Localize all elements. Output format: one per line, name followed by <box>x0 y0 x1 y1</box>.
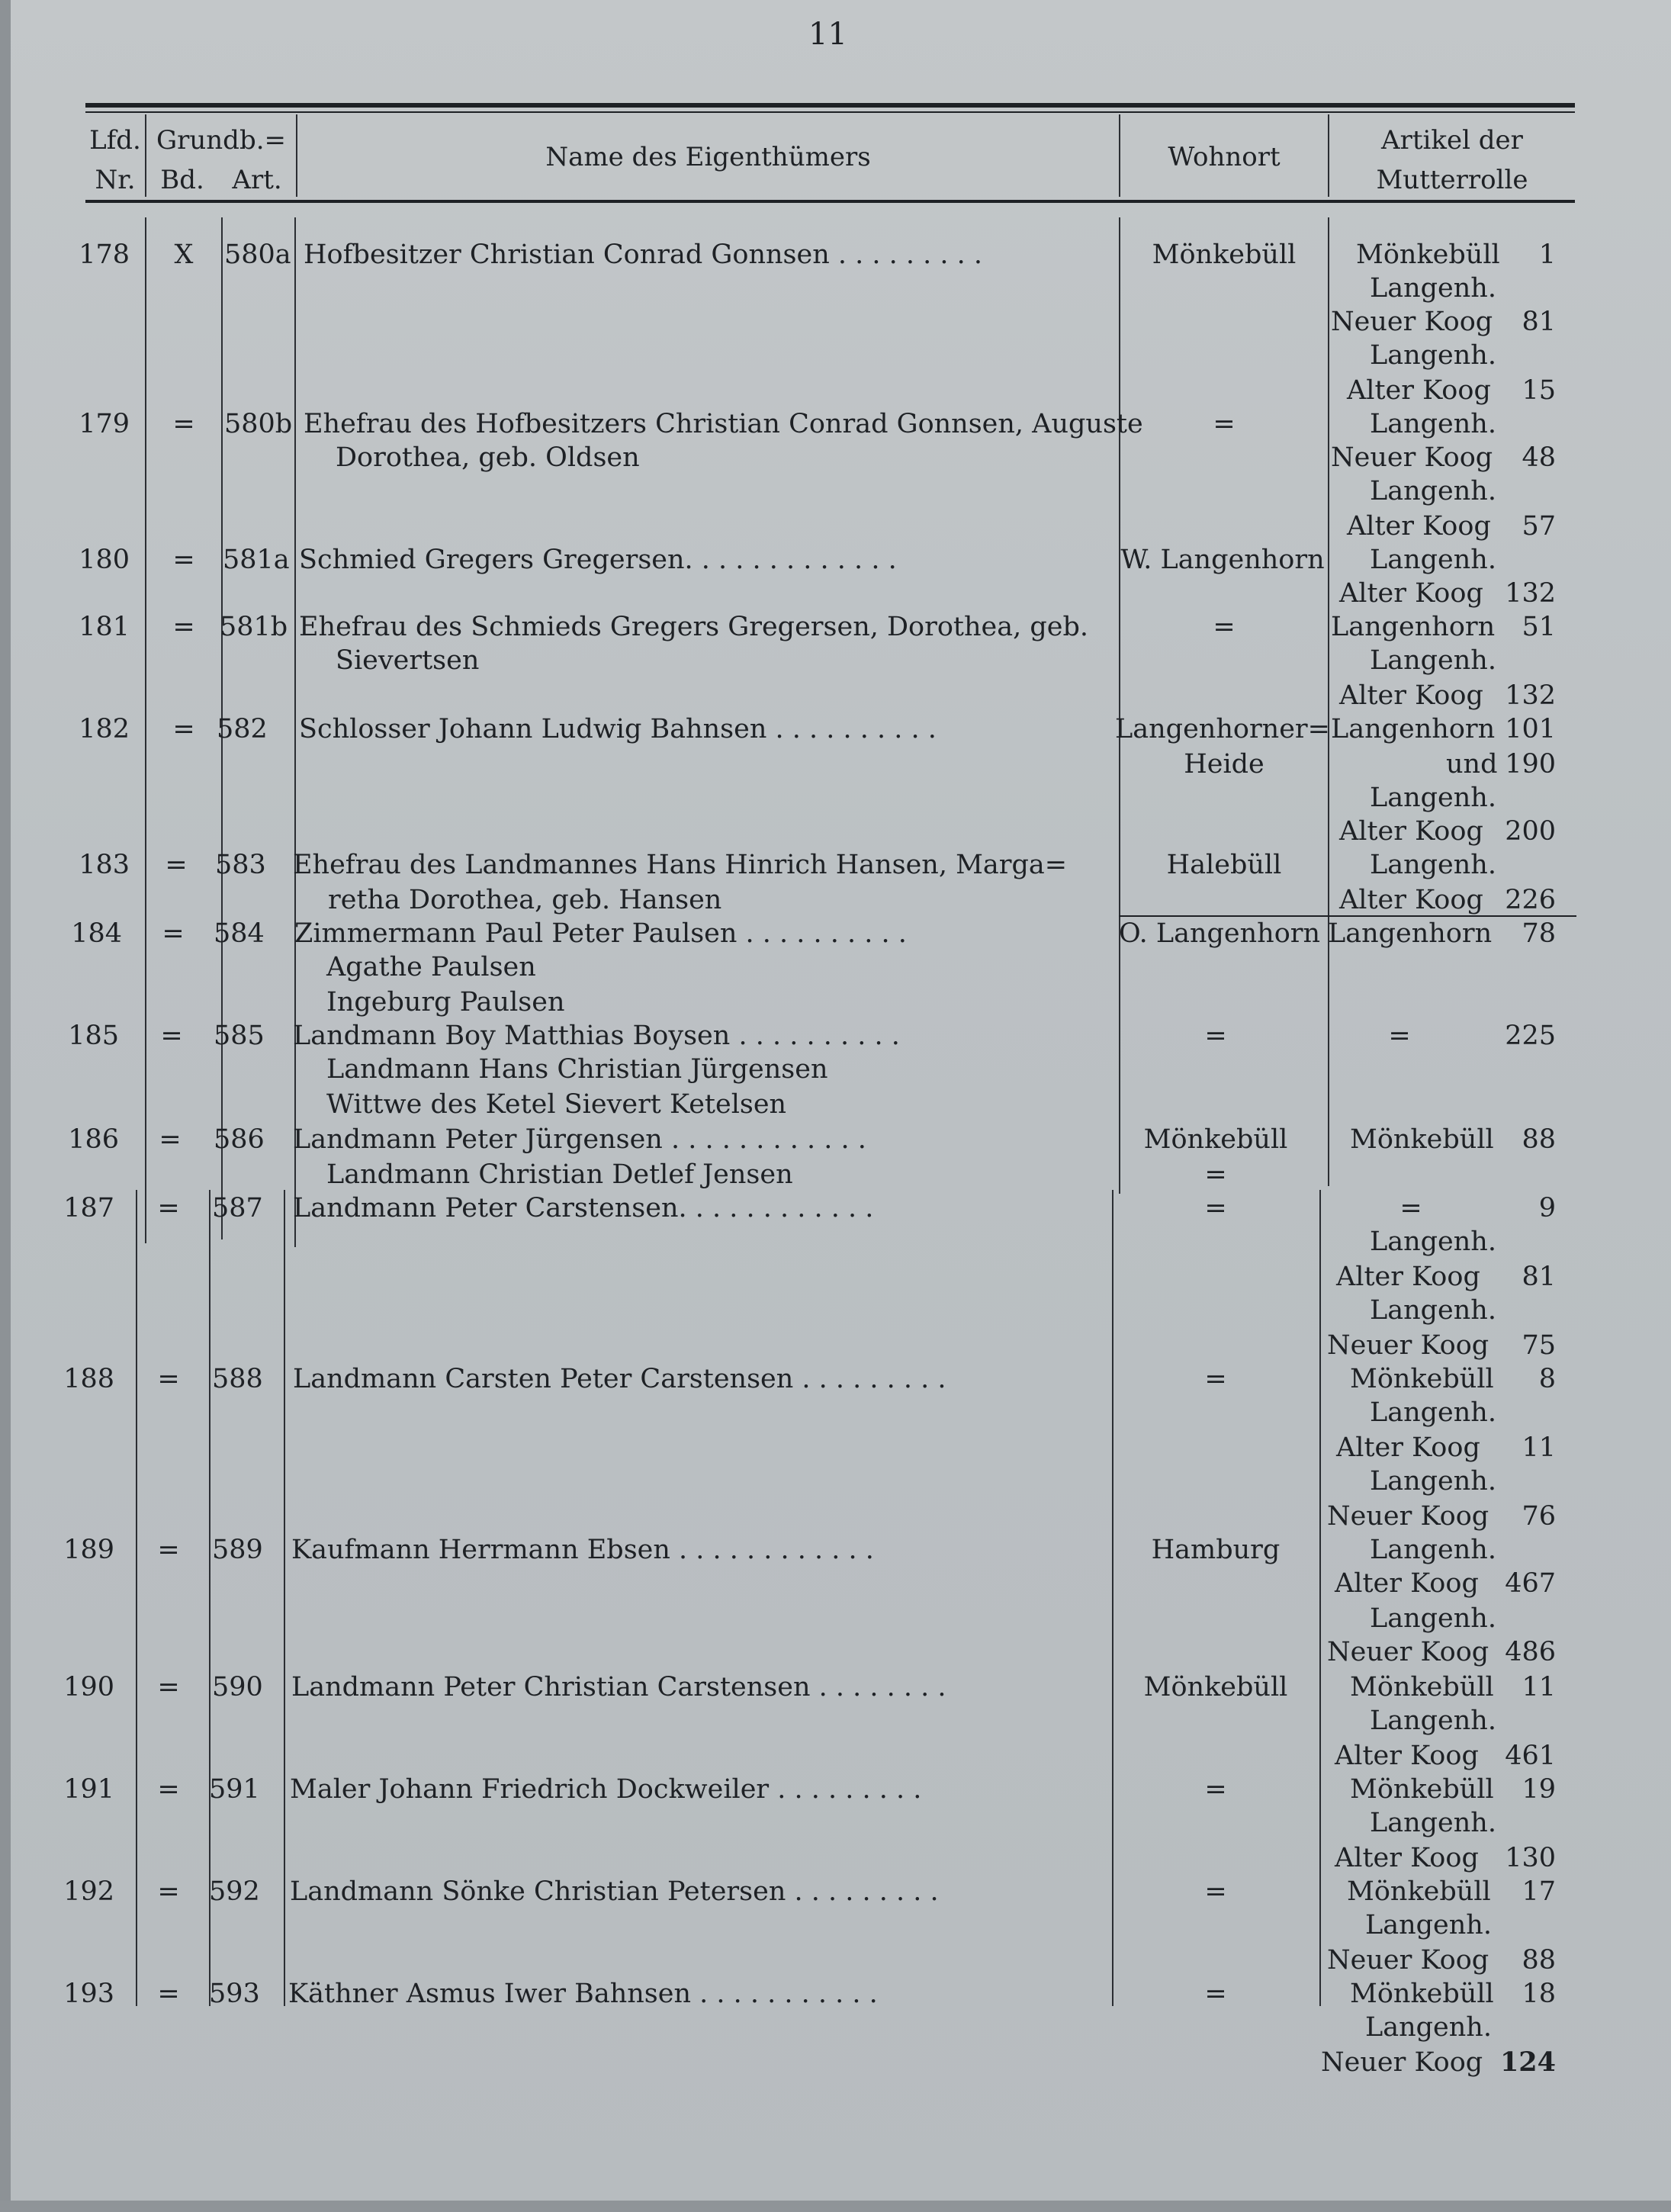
column-divider-lfd <box>145 217 146 1243</box>
artikel-number: 88 <box>1522 1945 1556 1976</box>
artikel-number: 226 <box>1505 885 1556 915</box>
entry-wohnort: Halebüll <box>1166 850 1282 880</box>
entry-number: 187 <box>63 1193 114 1223</box>
artikel-number: 78 <box>1522 918 1556 949</box>
artikel-place: Langenh. <box>1370 783 1496 813</box>
column-divider-wohnort-lower <box>1319 1190 1321 2006</box>
artikel-number: 17 <box>1522 1876 1556 1907</box>
artikel-place: Neuer Koog <box>1327 1637 1489 1667</box>
artikel-place: Langenh. <box>1370 1535 1496 1565</box>
header-name: Name des Eigenthümers <box>545 142 871 172</box>
artikel-number: 88 <box>1522 1124 1556 1155</box>
artikel-number: 11 <box>1522 1672 1556 1702</box>
artikel-place: Langenh. <box>1370 409 1496 439</box>
entry-number: 193 <box>63 1979 114 2009</box>
header-wohnort: Wohnort <box>1168 142 1281 172</box>
artikel-place: Neuer Koog <box>1327 1330 1489 1361</box>
entry-number: 185 <box>68 1021 119 1051</box>
entry-name: Ehefrau des Hofbesitzers Christian Conrad Gonnsen, Auguste <box>304 409 1143 439</box>
artikel-number: 57 <box>1522 511 1556 542</box>
entry-name: Käthner Asmus Iwer Bahnsen . . . . . . . . . . . <box>288 1979 878 2009</box>
artikel-place: Langenh. <box>1370 645 1496 676</box>
top-rule-thin <box>85 111 1575 113</box>
artikel-place: Mönkebüll <box>1347 1876 1491 1907</box>
artikel-place: Alter Koog <box>1339 885 1483 915</box>
entry-bd: = <box>157 1672 180 1702</box>
artikel-place: Langenhorn <box>1328 918 1493 949</box>
artikel-number: 76 <box>1522 1501 1556 1532</box>
entry-art: 588 <box>212 1364 263 1394</box>
entry-wohnort: = <box>1204 1979 1227 2009</box>
entry-number: 180 <box>79 545 130 575</box>
artikel-number: 75 <box>1522 1330 1556 1361</box>
artikel-place: Langenh. <box>1370 1466 1496 1497</box>
entry-name: Ehefrau des Schmieds Gregers Gregersen, Dorothea, geb. <box>299 612 1089 642</box>
artikel-number: 200 <box>1505 816 1556 847</box>
artikel-number: 132 <box>1505 578 1556 609</box>
entry-wohnort: Mönkebüll <box>1152 240 1297 270</box>
entry-art: 589 <box>212 1535 263 1565</box>
entry-art: 581a <box>223 545 290 575</box>
entry-wohnort: = <box>1204 1021 1227 1051</box>
entry-name-continuation: Wittwe des Ketel Sievert Ketelsen <box>326 1089 787 1120</box>
artikel-place: Langenh. <box>1370 1397 1496 1428</box>
entry-wohnort: = <box>1204 1364 1227 1394</box>
entry-bd: = <box>160 1021 183 1051</box>
header-lfd-line2: Nr. <box>95 165 136 195</box>
artikel-number: 11 <box>1522 1432 1556 1463</box>
artikel-number: 130 <box>1505 1843 1556 1873</box>
entry-bd: = <box>157 1535 180 1565</box>
artikel-place: Langenh. <box>1370 273 1496 304</box>
page-edge-bottom <box>0 2201 1671 2212</box>
top-rule-thick <box>85 103 1575 108</box>
artikel-place: Langenh. <box>1370 1295 1496 1326</box>
entry-name: Schlosser Johann Ludwig Bahnsen . . . . . . . . . . <box>299 714 937 744</box>
header-artikel-line2: Mutterrolle <box>1376 165 1528 195</box>
entry-number: 178 <box>79 240 130 270</box>
entry-name-continuation: Landmann Hans Christian Jürgensen <box>326 1054 828 1085</box>
entry-name: Ehefrau des Landmannes Hans Hinrich Hansen, Marga= <box>293 850 1068 880</box>
entry-art: 583 <box>215 850 266 880</box>
artikel-number: 1 <box>1538 240 1556 270</box>
entry-number: 183 <box>79 850 130 880</box>
artikel-place: Mönkebüll <box>1350 1364 1494 1394</box>
header-lfd <box>85 121 145 200</box>
entry-number: 190 <box>63 1672 114 1702</box>
entry-number: 182 <box>79 714 130 744</box>
entry-art: 586 <box>214 1124 265 1155</box>
artikel-place: = <box>1399 1193 1422 1223</box>
entry-number: 189 <box>63 1535 114 1565</box>
artikel-place: Alter Koog <box>1336 1262 1480 1292</box>
page-number: 11 <box>808 17 847 52</box>
entry-name: Landmann Peter Christian Carstensen . . . . . . . . <box>291 1672 946 1702</box>
artikel-place: Mönkebüll <box>1350 1124 1494 1155</box>
artikel-number: 467 <box>1505 1568 1556 1599</box>
artikel-number: 19 <box>1522 1774 1556 1805</box>
artikel-place: Langenh. <box>1370 850 1496 880</box>
artikel-number: 8 <box>1538 1364 1556 1394</box>
entry-wohnort: = <box>1204 1193 1227 1223</box>
artikel-place: Langenh. <box>1365 2012 1492 2043</box>
entry-name-continuation: Dorothea, geb. Oldsen <box>336 442 640 473</box>
entry-art: 593 <box>209 1979 260 2009</box>
header-grundbuch <box>146 121 296 200</box>
entry-name: Schmied Gregers Gregersen. . . . . . . . . . . . . <box>299 545 897 575</box>
entry-name: Maler Johann Friedrich Dockweiler . . . . . . . . . <box>290 1774 922 1805</box>
entry-bd: = <box>157 1774 180 1805</box>
artikel-place: Langenhorn <box>1331 714 1496 744</box>
entry-bd: = <box>165 850 188 880</box>
header-lfd-line1: Lfd. <box>89 125 141 156</box>
artikel-place: Mönkebüll <box>1350 1774 1494 1805</box>
page-edge-left <box>0 0 11 2212</box>
artikel-place: = <box>1388 1021 1411 1051</box>
artikel-number: 9 <box>1538 1193 1556 1223</box>
artikel-place: Neuer Koog <box>1327 1945 1489 1976</box>
artikel-place: Langenhorn <box>1331 612 1496 642</box>
artikel-number: 15 <box>1522 375 1556 406</box>
entry-name: Landmann Sönke Christian Petersen . . . . . . . . . <box>290 1876 939 1907</box>
entry-art: 582 <box>217 714 268 744</box>
artikel-place: Alter Koog <box>1339 816 1483 847</box>
entry-bd: = <box>172 714 195 744</box>
artikel-place: Alter Koog <box>1339 680 1483 711</box>
artikel-place: und <box>1446 749 1498 780</box>
entry-art: 580b <box>224 409 293 439</box>
entry-bd: = <box>159 1124 182 1155</box>
entry-number: 181 <box>79 612 130 642</box>
entry-name-continuation: Ingeburg Paulsen <box>326 987 565 1018</box>
entry-art: 580a <box>224 240 291 270</box>
entry-wohnort: = <box>1204 1876 1227 1907</box>
entry-art: 592 <box>209 1876 260 1907</box>
header-artikel-line1: Artikel der <box>1381 125 1523 156</box>
entry-wohnort: O. Langenhorn <box>1118 918 1321 949</box>
artikel-place: Neuer Koog <box>1327 1501 1489 1532</box>
entry-bd: = <box>162 918 185 949</box>
entry-wohnort: Mönkebüll <box>1143 1124 1288 1155</box>
entry-bd: = <box>157 1979 180 2009</box>
entry-bd: = <box>172 612 195 642</box>
artikel-number: 486 <box>1505 1637 1556 1667</box>
artikel-number: 124 <box>1499 2046 1556 2078</box>
entry-wohnort: = <box>1204 1774 1227 1805</box>
entry-wohnort: = <box>1213 612 1236 642</box>
artikel-place: Langenh. <box>1365 1910 1492 1940</box>
artikel-place: Neuer Koog <box>1331 442 1493 473</box>
artikel-place: Alter Koog <box>1347 375 1491 406</box>
artikel-number: 48 <box>1522 442 1556 473</box>
artikel-place: Alter Koog <box>1335 1843 1479 1873</box>
column-divider-art-lower <box>284 1190 285 2006</box>
entry-bd: = <box>157 1876 180 1907</box>
entry-number: 192 <box>63 1876 114 1907</box>
artikel-number: 461 <box>1505 1741 1556 1771</box>
entry-wohnort: Langenhorner= <box>1115 714 1330 744</box>
artikel-place: Langenh. <box>1370 476 1496 506</box>
artikel-place: Alter Koog <box>1335 1568 1479 1599</box>
entry-art: 581b <box>220 612 288 642</box>
entry-name: Landmann Boy Matthias Boysen . . . . . . . . . . <box>293 1021 900 1051</box>
entry-name-continuation: Agathe Paulsen <box>326 952 536 982</box>
column-divider-wohnort <box>1328 217 1329 1186</box>
artikel-number: 225 <box>1505 1021 1556 1051</box>
artikel-place: Neuer Koog <box>1331 307 1493 337</box>
entry-name: Landmann Carsten Peter Carstensen . . . . . . . . . <box>293 1364 946 1394</box>
entry-bd: = <box>157 1364 180 1394</box>
header-artikel <box>1329 121 1575 200</box>
entry-name: Kaufmann Herrmann Ebsen . . . . . . . . . . . . <box>291 1535 874 1565</box>
artikel-place: Langenh. <box>1370 545 1496 575</box>
entry-wohnort-continuation: = <box>1204 1159 1227 1190</box>
artikel-place: Langenh. <box>1370 1227 1496 1257</box>
artikel-place: Langenh. <box>1370 1706 1496 1736</box>
entry-art: 591 <box>209 1774 260 1805</box>
entry-number: 179 <box>79 409 130 439</box>
header-bottom-rule <box>85 200 1575 203</box>
artikel-place: Mönkebüll <box>1350 1672 1494 1702</box>
entry-name: Landmann Peter Carstensen. . . . . . . . . . . . <box>293 1193 874 1223</box>
entry-name: Hofbesitzer Christian Conrad Gonnsen . . . . . . . . . <box>304 240 983 270</box>
artikel-number: 132 <box>1505 680 1556 711</box>
header-bd: Bd. <box>160 165 204 195</box>
entry-number: 188 <box>63 1364 114 1394</box>
artikel-number: 81 <box>1522 307 1556 337</box>
artikel-place: Alter Koog <box>1347 511 1491 542</box>
entry-wohnort: Mönkebüll <box>1143 1672 1288 1702</box>
artikel-place: Alter Koog <box>1339 578 1483 609</box>
artikel-place: Mönkebüll <box>1350 1979 1494 2009</box>
artikel-number: 18 <box>1522 1979 1556 2009</box>
artikel-place: Mönkebüll <box>1356 240 1500 270</box>
entry-art: 585 <box>214 1021 265 1051</box>
entry-art: 587 <box>212 1193 263 1223</box>
entry-wohnort: Hamburg <box>1151 1535 1281 1565</box>
entry-number: 186 <box>68 1124 119 1155</box>
entry-bd: X <box>174 240 194 270</box>
entry-bd: = <box>172 545 195 575</box>
entry-wohnort: W. Langenhorn <box>1120 545 1325 575</box>
artikel-number: 190 <box>1505 749 1556 780</box>
entry-name-continuation: retha Dorothea, geb. Hansen <box>328 885 722 915</box>
entry-art: 584 <box>214 918 265 949</box>
entry-name-continuation: Sievertsen <box>336 645 480 676</box>
artikel-place: Langenh. <box>1370 1808 1496 1838</box>
artikel-place: Langenh. <box>1370 340 1496 371</box>
entry-bd: = <box>157 1193 180 1223</box>
artikel-number: 81 <box>1522 1262 1556 1292</box>
entry-bd: = <box>172 409 195 439</box>
header-grundbuch-line1: Grundb.= <box>156 125 287 156</box>
header-art: Art. <box>232 165 282 195</box>
entry-wohnort-continuation: Heide <box>1184 749 1264 780</box>
entry-number: 191 <box>63 1774 114 1805</box>
entry-wohnort: = <box>1213 409 1236 439</box>
artikel-place: Alter Koog <box>1335 1741 1479 1771</box>
artikel-place: Alter Koog <box>1336 1432 1480 1463</box>
entry-number: 184 <box>71 918 122 949</box>
column-divider-art <box>294 217 296 1247</box>
entry-art: 590 <box>212 1672 263 1702</box>
entry-name: Landmann Peter Jürgensen . . . . . . . . . . . . <box>293 1124 866 1155</box>
artikel-number: 101 <box>1505 714 1556 744</box>
entry-name-continuation: Landmann Christian Detlef Jensen <box>326 1159 793 1190</box>
artikel-place: Langenh. <box>1370 1603 1496 1634</box>
artikel-number: 51 <box>1522 612 1556 642</box>
artikel-place: Neuer Koog <box>1321 2047 1483 2078</box>
entry-name: Zimmermann Paul Peter Paulsen . . . . . . . . . . <box>294 918 907 949</box>
